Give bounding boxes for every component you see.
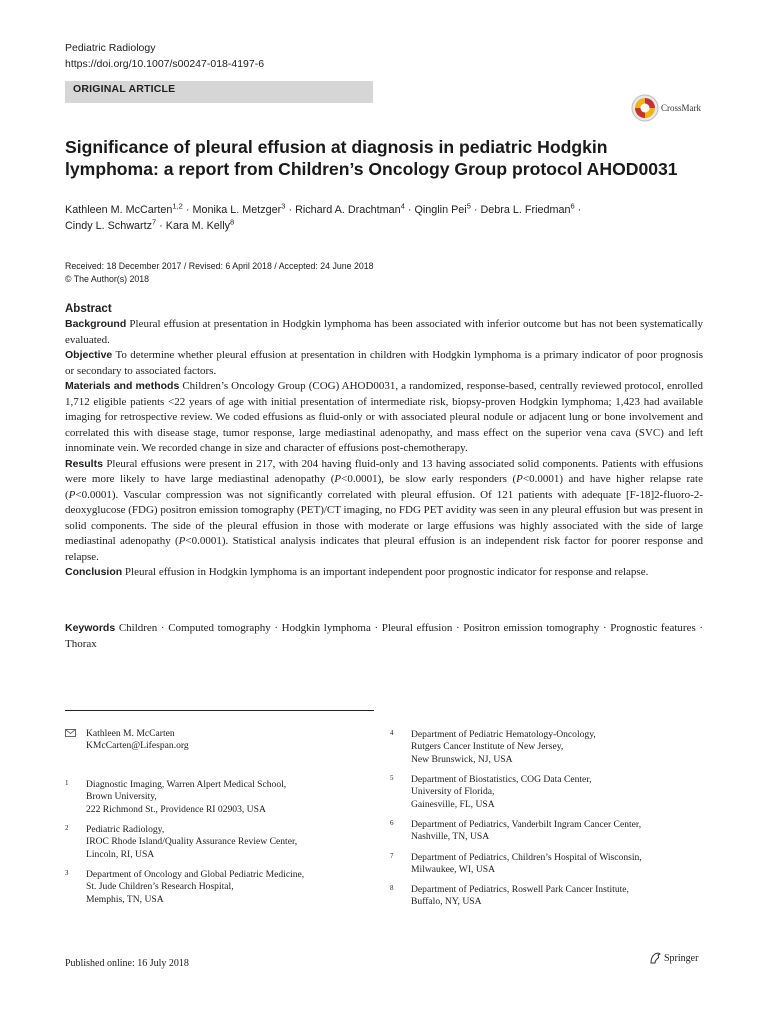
section-label: Objective: [65, 349, 113, 361]
abstract-background: Background Pleural effusion at presentation in Hodgkin lymphoma has been associated with inferior outcome but has not been systematically evaluated.: [65, 318, 704, 346]
affiliation: 6 Department of Pediatrics, Vanderbilt Ingram Cancer Center, Nashville, TN, USA: [390, 819, 642, 843]
section-label: Background: [65, 318, 127, 330]
abstract: [65, 301, 703, 581]
corresponding-author: [86, 728, 376, 753]
publisher-name: Springer: [664, 952, 699, 964]
author-list: Kathleen M. McCarten$^{1,2}$ · Monika L. Metzger$^3$ · Richard A. Drachtman$^4$ · Qinglin Pei$^5$ · Debra L. Friedman$^6$ · Cindy L. Schwartz$^7$ · Kara M. Kelly$^8$: [65, 201, 582, 232]
author[interactable]: Richard A. Drachtman$^4$: [295, 201, 405, 216]
copyright: © The Author(s) 2018: [65, 273, 150, 284]
journal-header: [65, 40, 264, 72]
article-dates: [65, 260, 665, 285]
section-label: Materials and methods: [65, 380, 180, 392]
author[interactable]: Qinglin Pei$^5$: [414, 201, 471, 216]
article-type-band: ORIGINAL ARTICLE: [65, 81, 373, 103]
doi-link[interactable]: https://doi.org/10.1007/s00247-018-4197-6: [65, 58, 265, 70]
title-line: lymphoma: a report from Children’s Oncology Group protocol AHOD0031: [65, 159, 678, 179]
author[interactable]: Kara M. Kelly$^8$: [165, 217, 235, 232]
keywords: [65, 621, 703, 652]
abstract-methods: Materials and methods Children’s Oncology Group (COG) AHOD0031, a randomized, response-based, centrally reviewed protocol, enrolled 1,712 eligible patients <22 years of age with initial presentation of intermediate risk, biopsy-proven Hodgkin lymphoma; 1,423 had available imaging for retrospective review. We coded effusions as fluid-only or with associated pleural nodule or adjacent lung or bone involvement and correlated this with disease stage, tumor response, large mediastinal adenopathy, and mass effect on the superior vena cava (SVC) and left innominate vein. We recorded change in size and character of effusions post-chemotherapy.: [65, 380, 704, 454]
author[interactable]: Cindy L. Schwartz$^7$: [65, 217, 157, 232]
corresponding-email[interactable]: KMcCarten@Lifespan.org: [86, 740, 189, 752]
affiliation: 3 Department of Oncology and Global Pediatric Medicine, St. Jude Children’s Research Hospital, Memphis, TN, USA: [65, 869, 305, 905]
author[interactable]: Monika L. Metzger$^3$: [192, 201, 286, 216]
affiliation: 5 Department of Biostatistics, COG Data Center, University of Florida, Gainesville, FL, USA: [390, 774, 592, 810]
history-dates: Received: 18 December 2017 / Revised: 6 April 2018 / Accepted: 24 June 2018: [65, 261, 374, 271]
author[interactable]: Debra L. Friedman$^6$: [480, 201, 575, 216]
abstract-objective: Objective To determine whether pleural effusion at presentation in children with Hodgkin lymphoma is a primary indicator of poor prognosis or secondary to associated factors.: [65, 349, 703, 377]
section-label: Conclusion: [65, 566, 123, 578]
springer-horse-icon: [648, 951, 662, 965]
keywords-label: Keywords: [65, 622, 116, 634]
abstract-results: Results Pleural effusions were present in 217, with 204 having fluid-only and 13 having associated solid components. Patients with effusions were more likely to have large mediastinal adenopathy (P<0.0001), be slow early responders (P<0.0001) and have higher relapse rate (P<0.0001). Vascular compression was not significantly correlated with pleural effusion. Of 121 patients with adequate [F-18]2-fluoro-2-deoxyglucose (FDG) positron emission tomography (PET)/CT imaging, no FDG PET avidity was seen in any pleural effusion but was present in solid components. The side of the pleural effusion in those with moderate or large effusions was highly associated with the side of large mediastinal adenopathy (P<0.0001). Statistical analysis indicates that pleural effusion is an independent risk factor for poorer response and relapse.: [65, 457, 704, 563]
crossmark-icon: [631, 94, 659, 122]
crossmark-label: CrossMark: [661, 103, 701, 113]
publisher-logo[interactable]: [648, 951, 698, 965]
title-line: Significance of pleural effusion at diagnosis in pediatric Hodgkin: [65, 137, 608, 157]
corresponding-name: Kathleen M. McCarten: [86, 728, 175, 739]
author[interactable]: Kathleen M. McCarten$^{1,2}$: [65, 201, 183, 216]
affiliation: 8 Department of Pediatrics, Roswell Park Cancer Institute, Buffalo, NY, USA: [390, 884, 629, 908]
affiliation: 7 Department of Pediatrics, Children’s Hospital of Wisconsin, Milwaukee, WI, USA: [390, 852, 642, 876]
envelope-icon: [65, 729, 76, 737]
journal-name: Pediatric Radiology: [65, 42, 156, 54]
section-label: Results: [65, 457, 103, 470]
article-title: [65, 136, 725, 180]
affiliation: 2 Pediatric Radiology, IROC Rhode Island/Quality Assurance Review Center, Lincoln, RI, USA: [65, 824, 298, 860]
abstract-conclusion: Conclusion Pleural effusion in Hodgkin lymphoma is an important independent poor prognostic indicator for response and relapse.: [65, 566, 649, 578]
footnote-rule: [65, 710, 374, 711]
keywords-text: Children · Computed tomography · Hodgkin lymphoma · Pleural effusion · Positron emission tomography · Prognostic features · Thorax: [65, 622, 704, 650]
abstract-heading: Abstract: [65, 303, 112, 315]
crossmark-badge[interactable]: [631, 93, 701, 123]
affiliation: 4 Department of Pediatric Hematology-Oncology, Rutgers Cancer Institute of New Jersey, New Brunswick, NJ, USA: [390, 729, 596, 765]
published-date: Published online: 16 July 2018: [65, 958, 189, 969]
affiliation: 1 Diagnostic Imaging, Warren Alpert Medical School, Brown University, 222 Richmond St., Providence RI 02903, USA: [65, 779, 287, 815]
